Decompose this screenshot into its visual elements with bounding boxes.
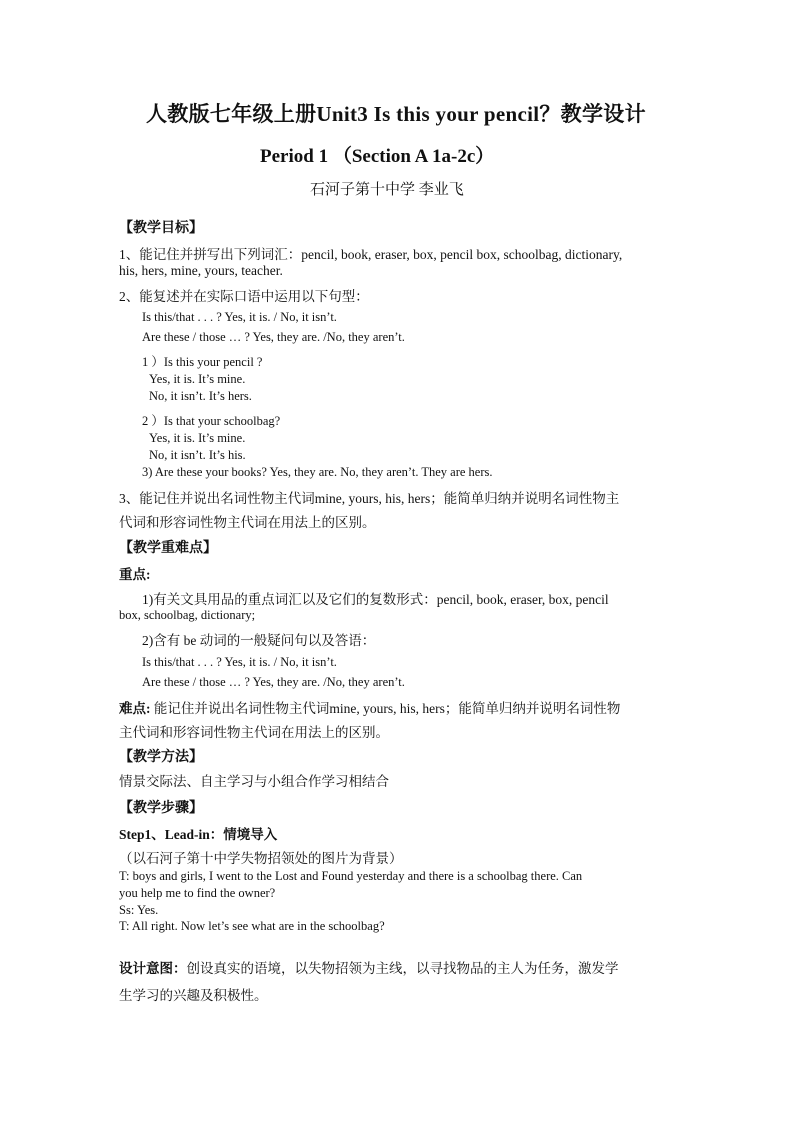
focus-1-line-1: 1)有关文具用品的重点词汇以及它们的复数形式：pencil, book, eraser, box, pencil xyxy=(142,592,609,607)
objectives-heading: 【教学目标】 xyxy=(119,221,203,236)
sentence-pattern-1: Is this/that . . . ? Yes, it is. / No, it isn’t. xyxy=(142,310,337,324)
design-intent-line-1 xyxy=(119,957,619,977)
difficulty-line-1 xyxy=(119,697,620,717)
dialog-teacher-1-line-2: you help me to find the owner? xyxy=(119,886,276,900)
difficulty-line-2: 主代词和形容词性物主代词在用法上的区别。 xyxy=(119,725,389,740)
focus-pattern-2: Are these / those … ? Yes, they are. /No, they aren’t. xyxy=(142,675,405,689)
design-intent-text: 创设真实的语境，以失物招领为主线，以寻找物品的主人为任务，激发学 xyxy=(186,961,619,976)
example-3: 3) Are these your books? Yes, they are. No, they aren’t. They are hers. xyxy=(142,465,493,479)
step-1-title: Step1、Lead-in：情境导入 xyxy=(119,827,278,842)
step-1-note: （以石河子第十中学失物招领处的图片为背景） xyxy=(119,851,403,866)
example-2-answer-no: No, it isn’t. It’s his. xyxy=(149,448,246,462)
methods-text: 情景交际法、自主学习与小组合作学习相结合 xyxy=(119,774,389,789)
focus-2: 2)含有 be 动词的一般疑问句以及答语： xyxy=(142,633,376,648)
dialog-teacher-1-line-1: T: boys and girls, I went to the Lost and Found yesterday and there is a schoolbag there. Can xyxy=(119,869,583,883)
keypoints-heading: 【教学重难点】 xyxy=(119,541,217,556)
steps-heading: 【教学步骤】 xyxy=(119,801,203,816)
objective-1-line-2: his, hers, mine, yours, teacher. xyxy=(119,263,283,278)
design-intent-line-2: 生学习的兴趣及积极性。 xyxy=(119,988,268,1003)
sentence-pattern-2: Are these / those … ? Yes, they are. /No, they aren’t. xyxy=(142,330,405,344)
objective-2: 2、能复述并在实际口语中运用以下句型： xyxy=(119,289,369,304)
objective-3-line-2: 代词和形容词性物主代词在用法上的区别。 xyxy=(119,515,376,530)
example-2-answer-yes: Yes, it is. It’s mine. xyxy=(149,431,246,445)
focus-label: 重点: xyxy=(119,567,151,582)
author-line: 石河子第十中学 李业飞 xyxy=(310,182,464,198)
dialog-teacher-2: T: All right. Now let’s see what are in the schoolbag? xyxy=(119,919,385,933)
example-1-answer-no: No, it isn’t. It’s hers. xyxy=(149,389,252,403)
dialog-students: Ss: Yes. xyxy=(119,903,159,917)
focus-pattern-1: Is this/that . . . ? Yes, it is. / No, it isn’t. xyxy=(142,655,337,669)
focus-1-line-2: box, schoolbag, dictionary; xyxy=(119,608,256,622)
period-subtitle: Period 1 （Section A 1a-2c） xyxy=(260,146,495,167)
example-2-question: 2 ）Is that your schoolbag? xyxy=(142,414,281,428)
document-title: 人教版七年级上册Unit3 Is this your pencil？教学设计 xyxy=(146,102,646,126)
difficulty-label: 难点: xyxy=(119,701,151,716)
methods-heading: 【教学方法】 xyxy=(119,750,203,765)
difficulty-text: 能记住并说出名词性物主代词mine, yours, his, hers；能简单归纳并说明名词性物 xyxy=(150,701,621,716)
design-intent-label: 设计意图： xyxy=(119,961,187,976)
example-1-answer-yes: Yes, it is. It’s mine. xyxy=(149,372,246,386)
example-1-question: 1 ）Is this your pencil ? xyxy=(142,355,263,369)
objective-3-line-1: 3、能记住并说出名词性物主代词mine, yours, his, hers；能简单归纳并说明名词性物主 xyxy=(119,491,620,506)
objective-1-line-1: 1、能记住并拼写出下列词汇：pencil, book, eraser, box, pencil box, schoolbag, dictionary, xyxy=(119,247,623,262)
